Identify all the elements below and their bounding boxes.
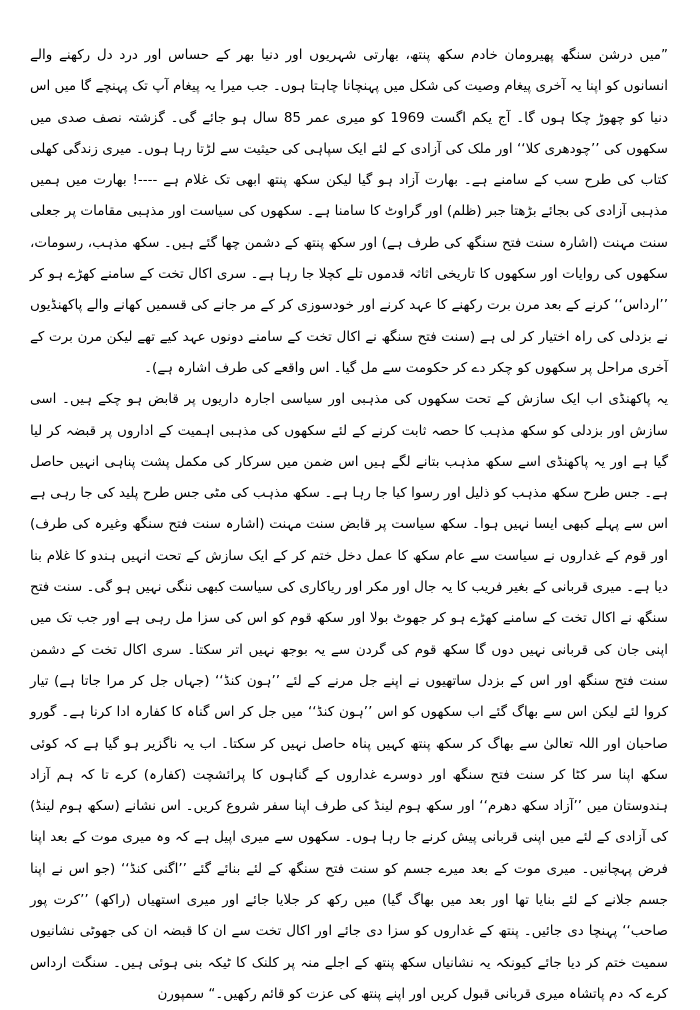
paragraph-will-message: ”میں درشن سنگھ پھیرومان خادم سکھ پنتھ، بھارتی شہریوں اور دنیا بھر کے حساس اور درد دل رکھنے والے انسانوں کو اپنا یہ آخری پیغام وصیت کی شکل میں پہنچانا چاہتا ہوں۔ جب میرا یہ پیغام آپ تک پہنچے گا میں اس دنیا کو چھوڑ چکا ہوں گا۔ آج یکم اگست 1969 کو میری عمر 85 سال ہو جائے گی۔ گزشتہ نصف صدی میں سکھوں کی ’’چودھری کلا‘‘ اور ملک کی آزادی کے لئے ایک سپاہی کی حیثیت سے لڑتا رہا ہوں۔ میری زندگی کھلی کتاب کی طرح سب کے سامنے ہے۔ بھارت آزاد ہو گیا لیکن سکھ پنتھ ابھی تک غلام ہے ----! بھارت میں ہمیں مذہبی آزادی کی بجائے بڑھتا جبر (ظلم) اور گراوٹ کا سامنا ہے۔ سکھوں کی سیاست اور مذہبی مقامات پر جعلی سنت مہنت (اشارہ سنت فتح سنگھ کی طرف ہے) اور سکھ پنتھ کے دشمن چھا گئے ہیں۔ سکھ مذہب، رسومات، سکھوں کی روایات اور سکھوں کا تاریخی اثاثہ قدموں تلے کچلا جا رہا ہے۔ سری اکال تخت کے سامنے کھڑے ہو کر ’’ارداس‘‘ کرنے کے بعد مرن برت رکھنے کا عہد کرنے اور خودسوزی کر کے مر جانے کی قسمیں کھانے والے پاکھنڈیوں نے بزدلی کی راہ اختیار کر لی ہے (سنت فتح سنگھ نے اکال تخت کے سامنے دونوں عہد کیے تھے لیکن مرن برت کے آخری مراحل پر سکھوں کو چکر دے کر حکومت سے مل گیا۔ اس واقعے کی طرف اشارہ ہے)۔ [30, 47, 668, 376]
paragraph-conspiracy: یہ پاکھنڈی اب ایک سازش کے تحت سکھوں کی مذہبی اور سیاسی اجارہ داریوں پر قابض ہو چکے ہیں۔ اسی سازش اور بزدلی کو سکھ مذہب کا حصہ ثابت کرنے کے لئے سکھوں کی مذہبی اہمیت کے اداروں پر قبضہ کر لیا گیا ہے اور یہ پاکھنڈی اسے سکھ مذہب بتانے لگے ہیں اس ضمن میں سرکار کی مکمل پشت پناہی انہیں حاصل ہے۔ جس طرح سکھ مذہب کو ذلیل اور رسوا کیا جا رہا ہے۔ سکھ مذہب کی مٹی جس طرح پلید کی جا رہی ہے اس سے پہلے کبھی ایسا نہیں ہوا۔ سکھ سیاست پر قابض سنت مہنت (اشارہ سنت فتح سنگھ وغیرہ کی طرف) اور قوم کے غداروں نے سیاست سے عام سکھ کا عمل دخل ختم کر کے ایک سازش کے تحت انہیں ہندو کا غلام بنا دیا ہے۔ میری قربانی کے بغیر فریب کا یہ جال اور مکر اور ریاکاری کی سیاست کبھی ننگی نہیں ہو گی۔ سنت فتح سنگھ نے اکال تخت کے سامنے کھڑے ہو کر جھوٹ بولا اور سکھ قوم کو اس کی سزا مل رہی ہے اور جب تک میں اپنی جان کی قربانی نہیں دوں گا سکھ قوم کی گردن سے یہ بوجھ نہیں اتر سکتا۔ سری اکال تخت کے دشمن سنت فتح سنگھ اور اس کے بزدل ساتھیوں نے اپنے جل مرنے کے لئے ’’ہون کنڈ‘‘ (جہاں جل کر مرا جاتا ہے) تیار کروا لئے لیکن اس سے بھاگ گئے اب سکھوں کو اس ’’ہون کنڈ‘‘ میں جل کر اس گناہ کا کفارہ ادا کرنا ہے۔ گورو صاحبان اور اللہ تعالیٰ سے بھاگ کر سکھ پنتھ کہیں پناہ حاصل نہیں کر سکتا۔ اب یہ ناگزیر ہو گیا ہے کہ کوئی سکھ اپنا سر کٹا کر سنت فتح سنگھ اور دوسرے غداروں کے گناہوں کا پرائشچت (کفارہ) کرے تا کہ ہم آزاد ہندوستان میں ’’آزاد سکھ دھرم‘‘ اور سکھ ہوم لینڈ کی طرف اپنا سفر شروع کریں۔ اس نشانے (سکھ ہوم لینڈ) کی آزادی کے لئے میں اپنی قربانی پیش کرنے جا رہا ہوں۔ سکھوں سے میری اپیل ہے کہ وہ میری موت کے بعد اپنا فرض پہچانیں۔ میری موت کے بعد میرے جسم کو سنت فتح سنگھ کے لئے بنائے گئے ’’اگنی کنڈ‘‘ (جو اس نے اپنا جسم جلانے کے لئے بنایا تھا اور بعد میں بھاگ گیا) میں رکھ کر جلایا جائے اور میری استھیاں (راکھ) ’’کرت پور صاحب‘‘ پہنچا دی جائیں۔ پنتھ کے غداروں کو سزا دی جائے اور اکال تخت سے ان کا قبضہ ان کی جھوٹی نشانیوں سمیت ختم کر دیا جائے کیونکہ یہ نشانیاں سکھ پنتھ کے اجلے منہ پر کلنک کا ٹیکہ بنی ہوئی ہیں۔ سنگت ارداس کرے کہ دم پاتشاہ میری قربانی قبول کریں اور اپنے پنتھ کی عزت کو قائم رکھیں۔“ سمپورن [29, 391, 668, 1002]
